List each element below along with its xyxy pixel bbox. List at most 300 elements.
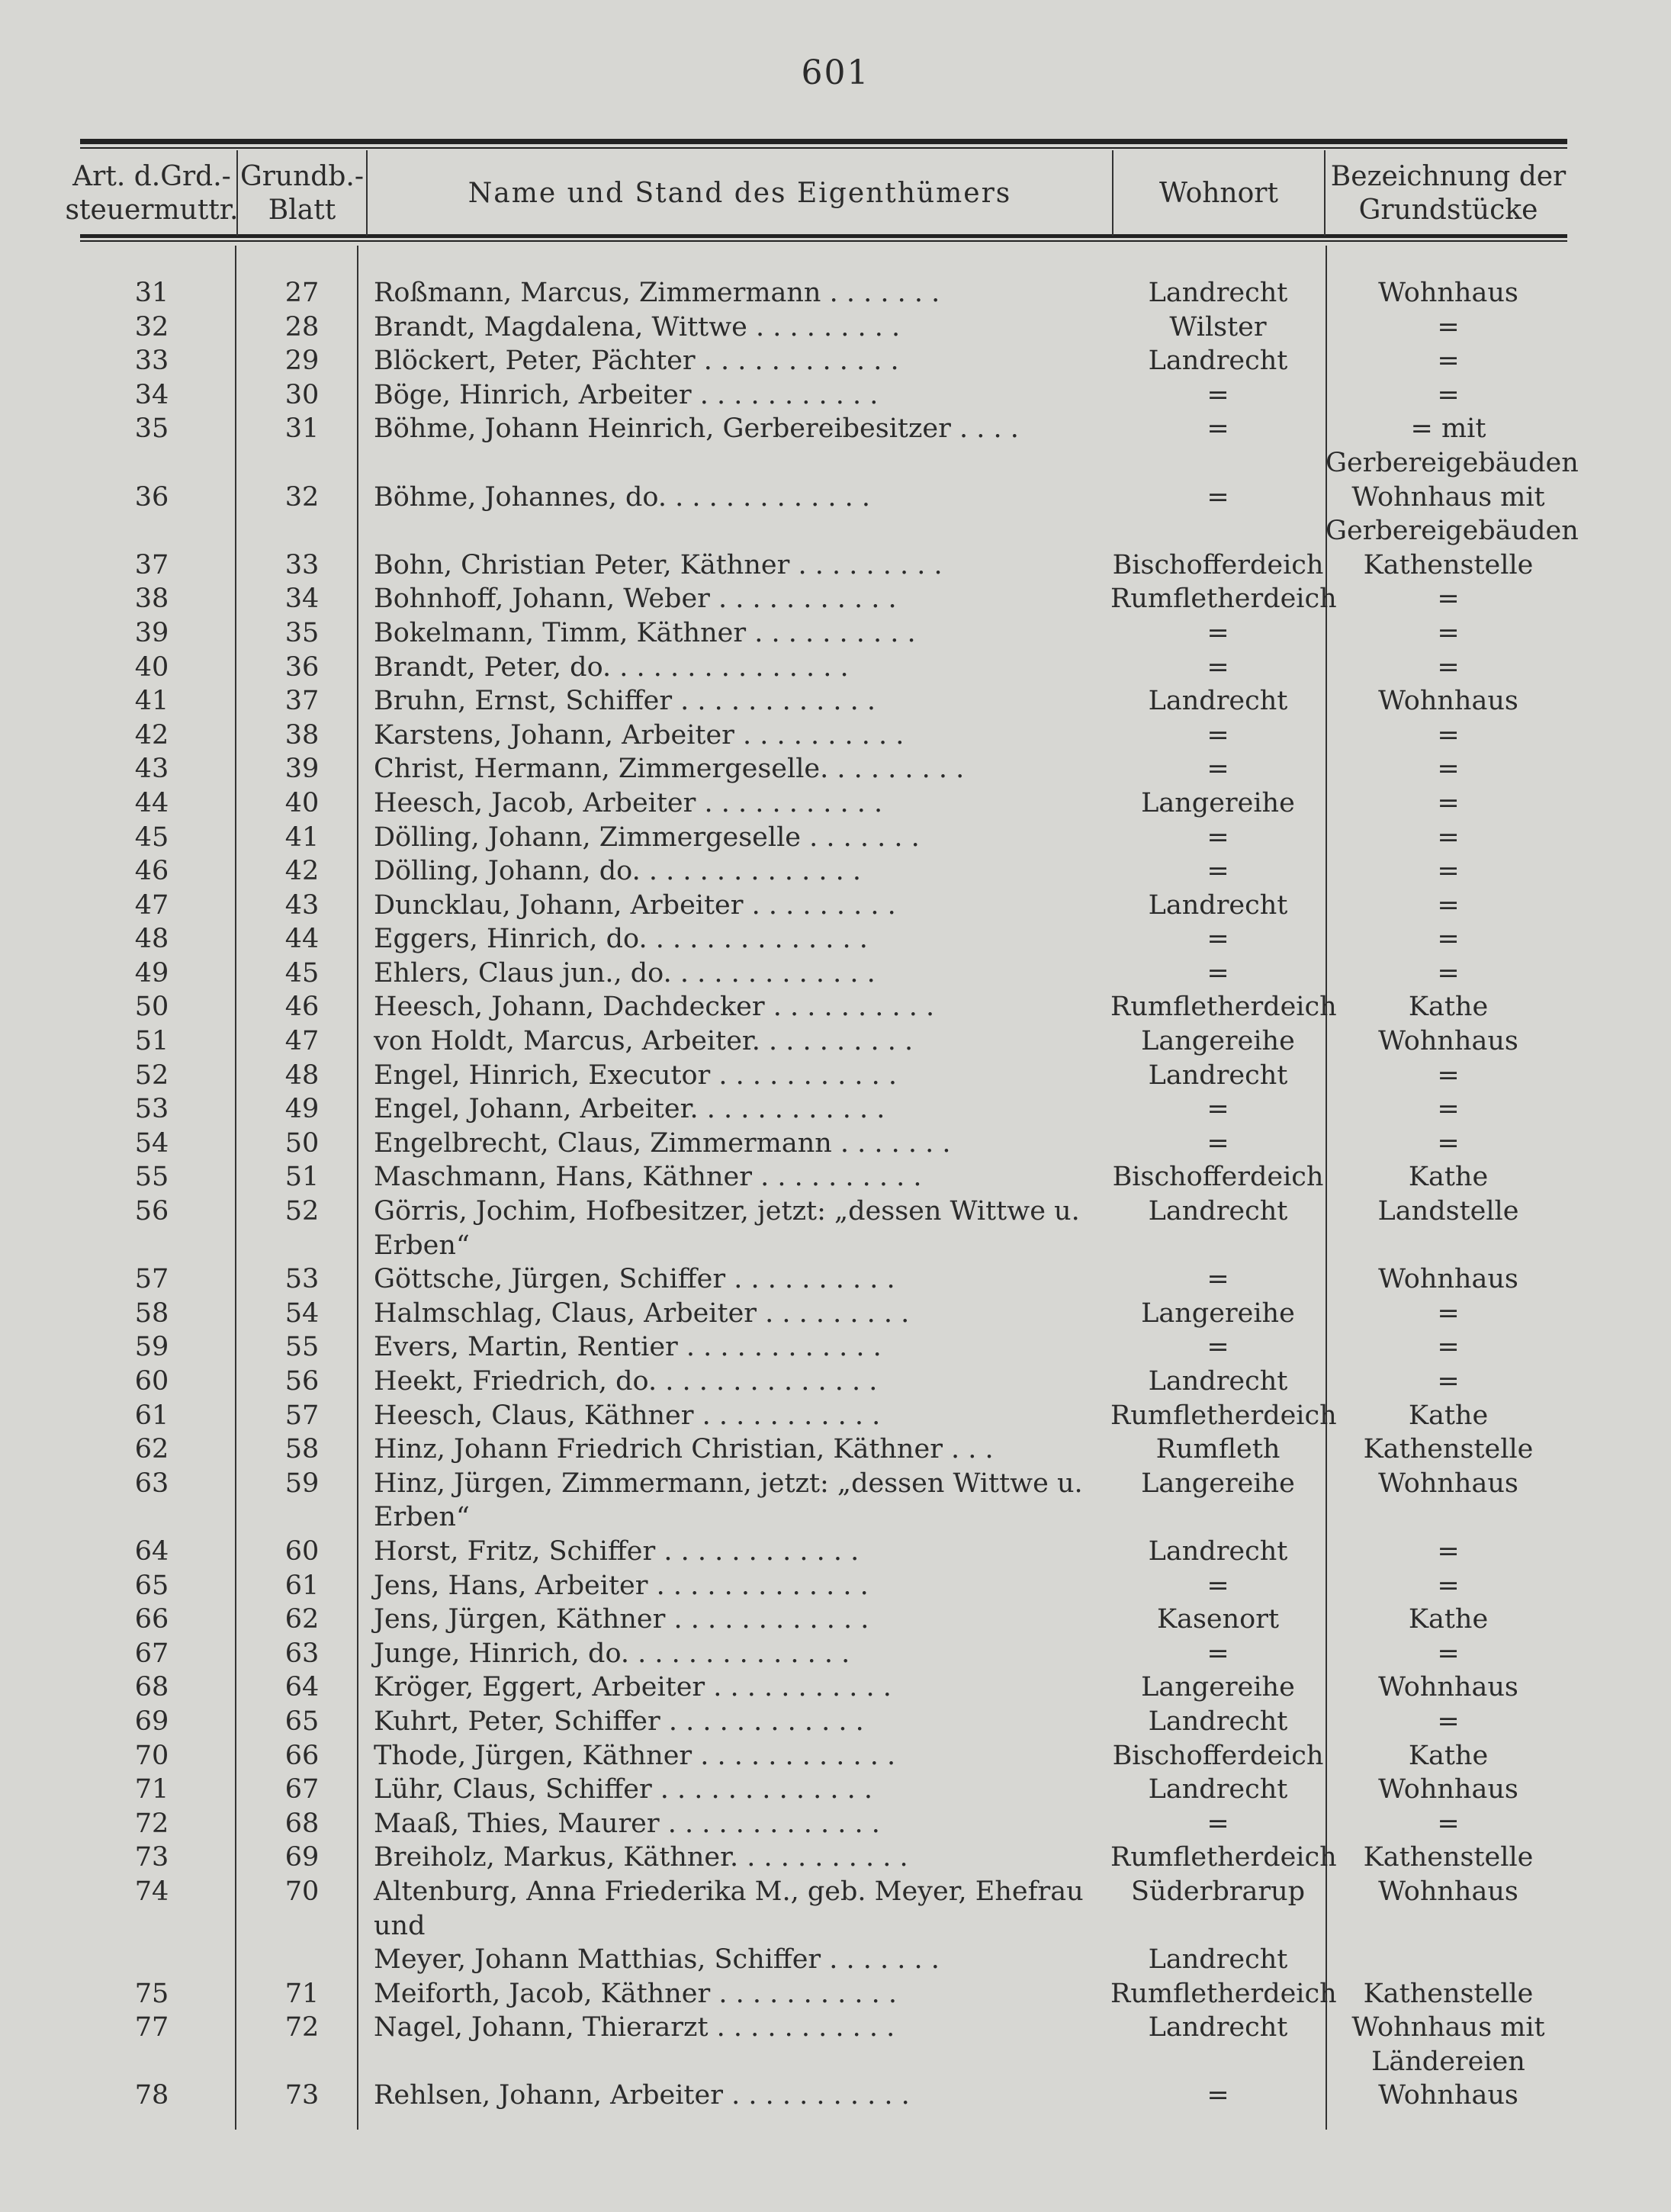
cell-blatt: 73 [284, 2080, 320, 2111]
cell-bez: = [1437, 856, 1460, 887]
cell-blatt: 27 [284, 278, 320, 308]
cell-name: Lühr, Claus, Schiffer . . . . . . . . . . . . . [374, 1774, 872, 1805]
cell-name: Rehlsen, Johann, Arbeiter . . . . . . . . . . . [374, 2080, 910, 2111]
cell-blatt: 66 [284, 1740, 320, 1771]
cell-art: 64 [134, 1535, 169, 1567]
cell-bez: Kathenstelle [1363, 1978, 1534, 2009]
cell-ort: Landrecht [1148, 1059, 1288, 1091]
cell-blatt: 34 [284, 584, 320, 615]
cell-blatt: 68 [284, 1808, 320, 1839]
cell-ort: = [1207, 379, 1229, 410]
cell-art: 45 [134, 821, 169, 853]
cell-blatt: 31 [284, 413, 320, 445]
header-art [65, 153, 239, 235]
cell-bez: Wohnhaus [1378, 1264, 1518, 1295]
table-row [0, 1943, 1671, 1977]
table-row [0, 719, 1671, 753]
cell-name: Blöckert, Peter, Pächter . . . . . . . . . . . . [374, 346, 899, 377]
cell-art: 61 [134, 1400, 169, 1431]
cell-name: Hinz, Johann Friedrich Christian, Käthner . . . [374, 1434, 994, 1465]
cell-bez: = [1437, 787, 1460, 818]
cell-name: Thode, Jürgen, Käthner . . . . . . . . . . . . [374, 1740, 896, 1771]
cell-ort: Landrecht [1148, 686, 1288, 717]
cell-ort: = [1207, 651, 1229, 683]
table-row [0, 1297, 1671, 1331]
cell-name: Duncklau, Johann, Arbeiter . . . . . . . . . [374, 889, 896, 921]
cell-blatt: 65 [284, 1706, 320, 1737]
cell-ort: = [1207, 821, 1229, 853]
table-row [0, 821, 1671, 855]
table-row [0, 1092, 1671, 1127]
cell-art: 69 [134, 1706, 169, 1737]
cell-art: 49 [134, 957, 169, 989]
cell-ort: = [1207, 924, 1229, 955]
cell-art: 39 [134, 617, 169, 648]
table-row [0, 752, 1671, 786]
table-row [0, 1637, 1671, 1671]
table-row [0, 310, 1671, 345]
header-bez [1326, 153, 1571, 235]
cell-bez: = [1437, 719, 1460, 751]
table-row [0, 616, 1671, 651]
cell-bez: = mit Gerbereigebäuden [1326, 413, 1579, 478]
cell-blatt: 46 [284, 992, 320, 1023]
cell-ort: = [1207, 1808, 1229, 1839]
cell-blatt: 35 [284, 617, 320, 648]
cell-bez: = [1437, 1332, 1460, 1363]
table-row [0, 956, 1671, 991]
table-row [0, 1535, 1671, 1569]
cell-art: 60 [134, 1366, 169, 1397]
cell-ort: Landrecht [1148, 1944, 1288, 1976]
cell-art: 50 [134, 992, 169, 1023]
cell-name: Eggers, Hinrich, do. . . . . . . . . . . . . . [374, 924, 868, 955]
cell-art: 53 [134, 1094, 169, 1125]
cell-name: Heesch, Jacob, Arbeiter . . . . . . . . . . . [374, 787, 883, 818]
table-row [0, 651, 1671, 685]
cell-blatt: 53 [284, 1264, 320, 1295]
cell-art: 33 [134, 346, 169, 377]
cell-name: Bohnhoff, Johann, Weber . . . . . . . . . . . [374, 584, 897, 615]
table-row [0, 378, 1671, 413]
cell-art: 37 [134, 549, 169, 580]
cell-blatt: 45 [284, 957, 320, 989]
cell-ort: = [1207, 754, 1229, 785]
table-row [0, 990, 1671, 1024]
cell-bez: Kathe [1408, 1162, 1489, 1193]
header-top-rule [80, 139, 1567, 144]
cell-blatt: 72 [284, 2012, 320, 2043]
cell-blatt: 47 [284, 1026, 320, 1057]
cell-name: Brandt, Magdalena, Wittwe . . . . . . . . . [374, 311, 901, 342]
table-row [0, 1160, 1671, 1194]
cell-ort: Rumfletherdeich [1110, 1978, 1337, 2009]
cell-art: 57 [134, 1264, 169, 1295]
cell-bez: Kathe [1408, 992, 1489, 1023]
cell-bez: = [1437, 957, 1460, 989]
cell-ort: Bischofferdeich [1112, 1740, 1324, 1771]
header-art-line2: steuermuttr. [65, 195, 239, 226]
cell-blatt: 56 [284, 1366, 320, 1397]
cell-ort: = [1207, 1094, 1229, 1125]
cell-name: von Holdt, Marcus, Arbeiter. . . . . . . . . . [374, 1026, 914, 1057]
table-row [0, 1127, 1671, 1161]
cell-name: Kuhrt, Peter, Schiffer . . . . . . . . . . . . [374, 1706, 864, 1737]
cell-ort: = [1207, 1127, 1229, 1159]
cell-name: Ehlers, Claus jun., do. . . . . . . . . . . . . [374, 957, 876, 989]
cell-ort: = [1207, 617, 1229, 648]
cell-art: 54 [134, 1127, 169, 1159]
cell-name: Halmschlag, Claus, Arbeiter . . . . . . . . . [374, 1297, 910, 1329]
cell-blatt: 62 [284, 1604, 320, 1635]
cell-ort: Rumfletherdeich [1110, 584, 1337, 615]
cell-name: Evers, Martin, Rentier . . . . . . . . . . . . [374, 1332, 882, 1363]
cell-name: Bokelmann, Timm, Käthner . . . . . . . . . . [374, 617, 916, 648]
cell-ort: Landrecht [1148, 346, 1288, 377]
cell-name: Altenburg, Anna Friederika M., geb. Meyer, Ehefrau und [374, 1876, 1084, 1941]
cell-bez: = [1437, 1297, 1460, 1329]
cell-art: 36 [134, 481, 169, 513]
cell-ort: Rumfletherdeich [1110, 1400, 1337, 1431]
cell-bez: = [1437, 821, 1460, 853]
cell-art: 47 [134, 889, 169, 921]
cell-name: Böhme, Johann Heinrich, Gerbereibesitzer . . . . [374, 413, 1019, 445]
cell-blatt: 29 [284, 346, 320, 377]
table-row [0, 1773, 1671, 1807]
cell-bez: = [1437, 1808, 1460, 1839]
table-row [0, 2079, 1671, 2113]
cell-ort: Langereihe [1141, 1297, 1295, 1329]
cell-art: 52 [134, 1059, 169, 1091]
cell-name: Dölling, Johann, Zimmergeselle . . . . . . . [374, 821, 920, 853]
cell-blatt: 61 [284, 1570, 320, 1601]
cell-ort: Langereihe [1141, 787, 1295, 818]
cell-bez: = [1437, 924, 1460, 955]
table-row [0, 684, 1671, 719]
cell-art: 42 [134, 719, 169, 751]
cell-art: 48 [134, 924, 169, 955]
cell-ort: = [1207, 957, 1229, 989]
cell-name: Karstens, Johann, Arbeiter . . . . . . . . . . [374, 719, 905, 751]
table-row [0, 1059, 1671, 1093]
register-table [0, 276, 1671, 2113]
cell-name: Hinz, Jürgen, Zimmermann, jetzt: „dessen Wittwe u. Erben“ [374, 1468, 1083, 1533]
cell-name: Bohn, Christian Peter, Käthner . . . . . . . . . [374, 549, 943, 580]
cell-name: Roßmann, Marcus, Zimmermann . . . . . . . [374, 278, 940, 308]
cell-art: 46 [134, 856, 169, 887]
cell-ort: = [1207, 719, 1229, 751]
table-row [0, 1739, 1671, 1773]
cell-name: Maaß, Thies, Maurer . . . . . . . . . . . . . [374, 1808, 880, 1839]
cell-bez: Kathenstelle [1363, 1434, 1534, 1465]
cell-ort: Langereihe [1141, 1468, 1295, 1499]
cell-bez: Kathe [1408, 1740, 1489, 1771]
cell-bez: Wohnhaus [1378, 1672, 1518, 1703]
cell-ort: Rumfletherdeich [1110, 1842, 1337, 1873]
cell-art: 32 [134, 311, 169, 342]
cell-blatt: 49 [284, 1094, 320, 1125]
cell-bez: Kathenstelle [1363, 1842, 1534, 1873]
cell-blatt: 55 [284, 1332, 320, 1363]
cell-name: Heesch, Johann, Dachdecker . . . . . . . . . . [374, 992, 935, 1023]
cell-blatt: 63 [284, 1638, 320, 1669]
table-row [0, 1194, 1671, 1262]
cell-blatt: 44 [284, 924, 320, 955]
cell-name: Brandt, Peter, do. . . . . . . . . . . . . . . [374, 651, 849, 683]
cell-bez: = [1437, 1059, 1460, 1091]
cell-blatt: 59 [284, 1468, 320, 1499]
cell-blatt: 43 [284, 889, 320, 921]
cell-blatt: 51 [284, 1162, 320, 1193]
header-ort: Wohnort [1159, 178, 1278, 209]
cell-blatt: 67 [284, 1774, 320, 1805]
cell-art: 58 [134, 1297, 169, 1329]
cell-bez: = [1437, 1706, 1460, 1737]
cell-blatt: 64 [284, 1672, 320, 1703]
cell-blatt: 32 [284, 481, 320, 513]
cell-blatt: 42 [284, 856, 320, 887]
cell-ort: Langereihe [1141, 1672, 1295, 1703]
table-row [0, 1432, 1671, 1467]
cell-blatt: 36 [284, 651, 320, 683]
header-top-rule-thin [80, 147, 1567, 149]
table-row [0, 1399, 1671, 1433]
cell-name: Engel, Johann, Arbeiter. . . . . . . . . . . . [374, 1094, 885, 1125]
cell-art: 38 [134, 584, 169, 615]
cell-name: Christ, Hermann, Zimmergeselle. . . . . . . . . [374, 754, 965, 785]
cell-name: Engel, Hinrich, Executor . . . . . . . . . . . [374, 1059, 898, 1091]
header-bez-line2: Grundstücke [1358, 195, 1538, 226]
table-row [0, 412, 1671, 480]
cell-art: 78 [134, 2080, 169, 2111]
cell-blatt: 41 [284, 821, 320, 853]
cell-ort: = [1207, 481, 1229, 513]
table-row [0, 922, 1671, 956]
cell-name: Göttsche, Jürgen, Schiffer . . . . . . . . . . [374, 1264, 895, 1295]
cell-bez: = [1437, 346, 1460, 377]
cell-name: Bruhn, Ernst, Schiffer . . . . . . . . . . . . [374, 686, 876, 717]
cell-art: 67 [134, 1638, 169, 1669]
table-row [0, 1365, 1671, 1399]
cell-ort: = [1207, 413, 1229, 445]
table-row [0, 1467, 1671, 1535]
cell-ort: Landrecht [1148, 2012, 1288, 2043]
cell-blatt: 71 [284, 1978, 320, 2009]
cell-ort: Süderbrarup [1130, 1876, 1306, 1907]
cell-art: 44 [134, 787, 169, 818]
table-row [0, 854, 1671, 889]
cell-art: 77 [134, 2012, 169, 2043]
cell-bez: Wohnhaus [1378, 2080, 1518, 2111]
cell-art: 31 [134, 278, 169, 308]
cell-name: Horst, Fritz, Schiffer . . . . . . . . . . . . [374, 1535, 860, 1567]
cell-ort: Landrecht [1148, 278, 1288, 308]
cell-bez: Kathenstelle [1363, 549, 1534, 580]
cell-name: Jens, Hans, Arbeiter . . . . . . . . . . . . . [374, 1570, 869, 1601]
cell-name: Meiforth, Jacob, Käthner . . . . . . . . . . . [374, 1978, 897, 2009]
cell-bez: Kathe [1408, 1604, 1489, 1635]
cell-ort: Landrecht [1148, 1196, 1288, 1227]
table-row [0, 344, 1671, 378]
cell-art: 66 [134, 1604, 169, 1635]
header-blatt [238, 153, 366, 235]
cell-blatt: 37 [284, 686, 320, 717]
cell-name: Meyer, Johann Matthias, Schiffer . . . . . . . [374, 1944, 940, 1976]
cell-bez: = [1437, 311, 1460, 342]
table-row [0, 1875, 1671, 1943]
cell-art: 68 [134, 1672, 169, 1703]
cell-bez: Wohnhaus [1378, 1026, 1518, 1057]
table-row [0, 1262, 1671, 1297]
cell-art: 62 [134, 1434, 169, 1465]
cell-art: 73 [134, 1842, 169, 1873]
table-row [0, 1330, 1671, 1365]
table-row [0, 582, 1671, 616]
cell-art: 41 [134, 686, 169, 717]
cell-art: 35 [134, 413, 169, 445]
cell-bez: Landstelle [1377, 1196, 1519, 1227]
cell-bez: = [1437, 1638, 1460, 1669]
cell-name: Görris, Jochim, Hofbesitzer, jetzt: „dessen Wittwe u. Erben“ [374, 1196, 1080, 1261]
cell-bez: = [1437, 584, 1460, 615]
page-number: 601 [801, 53, 870, 92]
cell-blatt: 48 [284, 1059, 320, 1091]
cell-art: 63 [134, 1468, 169, 1499]
table-row [0, 1603, 1671, 1637]
cell-name: Maschmann, Hans, Käthner . . . . . . . . . . [374, 1162, 922, 1193]
cell-blatt: 57 [284, 1400, 320, 1431]
cell-ort: Landrecht [1148, 1774, 1288, 1805]
cell-ort: Bischofferdeich [1112, 549, 1324, 580]
cell-bez: = [1437, 651, 1460, 683]
table-row [0, 1977, 1671, 2011]
cell-ort: = [1207, 1570, 1229, 1601]
table-row [0, 889, 1671, 923]
header-art-line1: Art. d.Grd.- [72, 161, 231, 192]
cell-ort: Landrecht [1148, 889, 1288, 921]
cell-blatt: 52 [284, 1196, 320, 1227]
cell-blatt: 39 [284, 754, 320, 785]
cell-ort: Landrecht [1148, 1366, 1288, 1397]
cell-art: 72 [134, 1808, 169, 1839]
cell-name: Dölling, Johann, do. . . . . . . . . . . . . . [374, 856, 862, 887]
table-row [0, 1024, 1671, 1059]
cell-ort: = [1207, 856, 1229, 887]
cell-name: Heesch, Claus, Käthner . . . . . . . . . . . [374, 1400, 881, 1431]
cell-name: Engelbrecht, Claus, Zimmermann . . . . . . . [374, 1127, 951, 1159]
table-row [0, 1705, 1671, 1739]
table-row [0, 1807, 1671, 1841]
cell-bez: = [1437, 617, 1460, 648]
cell-name: Nagel, Johann, Thierarzt . . . . . . . . . . . [374, 2012, 895, 2043]
cell-art: 51 [134, 1026, 169, 1057]
cell-name: Breiholz, Markus, Käthner. . . . . . . . . . . [374, 1842, 908, 1873]
cell-bez: Kathe [1408, 1400, 1489, 1431]
cell-blatt: 69 [284, 1842, 320, 1873]
cell-name: Böhme, Johannes, do. . . . . . . . . . . . . [374, 481, 871, 513]
cell-blatt: 30 [284, 379, 320, 410]
cell-blatt: 50 [284, 1127, 320, 1159]
cell-bez: Wohnhaus [1378, 686, 1518, 717]
cell-bez: = [1437, 379, 1460, 410]
cell-ort: Landrecht [1148, 1706, 1288, 1737]
cell-blatt: 33 [284, 549, 320, 580]
cell-blatt: 54 [284, 1297, 320, 1329]
cell-bez: = [1437, 1127, 1460, 1159]
cell-bez: Wohnhaus [1378, 278, 1518, 308]
cell-name: Junge, Hinrich, do. . . . . . . . . . . . . . [374, 1638, 850, 1669]
cell-blatt: 28 [284, 311, 320, 342]
cell-blatt: 40 [284, 787, 320, 818]
cell-blatt: 38 [284, 719, 320, 751]
cell-art: 70 [134, 1740, 169, 1771]
table-row [0, 276, 1671, 310]
cell-bez: = [1437, 1094, 1460, 1125]
cell-bez: = [1437, 1570, 1460, 1601]
cell-art: 56 [134, 1196, 169, 1227]
cell-art: 55 [134, 1162, 169, 1193]
cell-bez: Wohnhaus [1378, 1876, 1518, 1907]
cell-art: 65 [134, 1570, 169, 1601]
table-row [0, 2011, 1671, 2079]
cell-bez: = [1437, 1366, 1460, 1397]
cell-bez: = [1437, 754, 1460, 785]
header-bottom-rule-thin [80, 240, 1567, 242]
table-row [0, 548, 1671, 583]
cell-name: Kröger, Eggert, Arbeiter . . . . . . . . . . . [374, 1672, 892, 1703]
cell-bez: = [1437, 1535, 1460, 1567]
cell-blatt: 60 [284, 1535, 320, 1567]
cell-bez: = [1437, 889, 1460, 921]
cell-ort: = [1207, 1638, 1229, 1669]
cell-bez: Wohnhaus [1378, 1468, 1518, 1499]
cell-ort: Langereihe [1141, 1026, 1295, 1057]
table-row [0, 786, 1671, 821]
cell-ort: Kasenort [1156, 1604, 1280, 1635]
cell-bez: Wohnhaus [1378, 1774, 1518, 1805]
cell-ort: = [1207, 1332, 1229, 1363]
cell-ort: Rumfletherdeich [1110, 992, 1337, 1023]
cell-bez: Wohnhaus mit Ländereien [1351, 2012, 1545, 2077]
cell-ort: Wilster [1169, 311, 1267, 342]
cell-ort: Landrecht [1148, 1535, 1288, 1567]
table-row [0, 1841, 1671, 1875]
cell-name: Böge, Hinrich, Arbeiter . . . . . . . . . . . [374, 379, 879, 410]
cell-blatt: 58 [284, 1434, 320, 1465]
cell-ort: Rumfleth [1155, 1434, 1281, 1465]
header-name: Name und Stand des Eigenthümers [468, 178, 1012, 209]
header-blatt-line1: Grundb.- [239, 161, 365, 192]
cell-art: 71 [134, 1774, 169, 1805]
cell-bez: Wohnhaus mit Gerbereigebäuden [1326, 481, 1579, 547]
cell-art: 40 [134, 651, 169, 683]
table-row [0, 1569, 1671, 1603]
cell-art: 75 [134, 1978, 169, 2009]
cell-ort: = [1207, 1264, 1229, 1295]
cell-ort: Bischofferdeich [1112, 1162, 1324, 1193]
header-blatt-line2: Blatt [268, 195, 336, 226]
cell-art: 74 [134, 1876, 169, 1907]
table-row [0, 481, 1671, 548]
table-row [0, 1670, 1671, 1705]
cell-art: 59 [134, 1332, 169, 1363]
header-bez-line1: Bezeichnung der [1330, 161, 1567, 192]
cell-name: Heekt, Friedrich, do. . . . . . . . . . . . . . [374, 1366, 878, 1397]
cell-blatt: 70 [284, 1876, 320, 1907]
cell-ort: = [1207, 2080, 1229, 2111]
cell-art: 34 [134, 379, 169, 410]
cell-art: 43 [134, 754, 169, 785]
